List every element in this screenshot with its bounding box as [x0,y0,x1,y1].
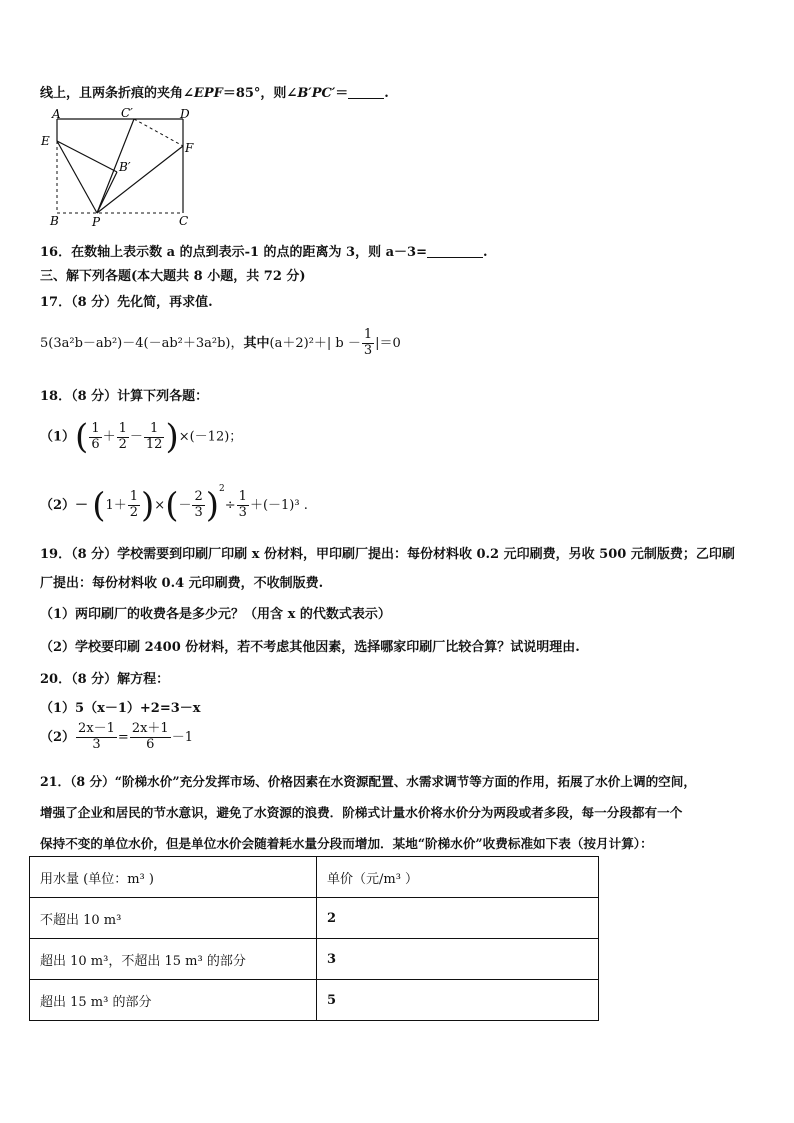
label-C-prime: C′ [121,108,133,120]
table-row [30,980,599,1021]
label-E: E [41,134,50,148]
table-row [30,939,599,980]
q19-line1: 19．（8 分）学校需要到印刷厂印刷 x 份材料，甲印刷厂提出：每份材料收 0.2 元印刷费，另收 500 元制版费；乙印刷 [40,547,735,562]
table-cell: 3 [317,939,599,980]
fraction: $\frac{1}{2}$ [129,489,139,520]
q20-title: 20．（8 分）解方程： [40,672,170,687]
fraction: $\frac{1}{3}$ [238,489,247,520]
table-header-cell: 单价（元/m³ ） [317,857,599,898]
folding-figure [36,108,206,230]
q16-line: 16．在数轴上表示数 a 的点到表示-1 的点的距离为 3，则 a－3= . [40,245,488,260]
fraction: $\frac{1}{2}$ [118,420,127,452]
label-D: D [180,108,190,121]
fold-C'F-dashed [134,119,183,146]
label-B-prime: B′ [119,160,131,174]
label-C: C [179,214,189,228]
q17-expression: 5(3a²b－ab²)－4(－ab²＋3a²b)，其中(a＋2)²＋| b － $\frac{1}{3}$ |＝0 [40,327,401,358]
answer-blank[interactable] [348,86,384,99]
q21-line1: 21．（8 分）“阶梯水价”充分发挥市场、价格因素在水资源配置、水需求调节等方面的作用，拓展了水价上调的空间， [40,774,696,789]
q20-part1: （1）5（x－1）+2=3－x [40,701,201,716]
q15-line: 线上，且两条折痕的夹角∠EPF＝85°，则∠B′PC′＝ . [40,86,389,101]
table-header-row [30,857,599,898]
label-F: F [185,141,194,155]
fraction: $\frac{2x+1}{6}$ [131,721,169,752]
fraction: $\frac{1}{3}$ [363,327,373,358]
fraction: $\frac{2x-1}{3}$ [78,721,115,752]
label-P: P [92,215,101,229]
segment-B'P [97,172,117,213]
q19-line2: 厂提出：每份材料收 0.4 元印刷费，不收制版费. [40,576,324,591]
q20-part2: （2） $\frac{2x-1}{3}$ = $\frac{2x+1}{6}$ －1 [40,721,193,752]
table-cell: 超出 10 m³，不超出 15 m³ 的部分 [30,939,317,980]
section-heading: 三、解下列各题(本大题共 8 小题，共 72 分) [40,269,306,284]
fraction: $\frac{1}{6}$ [91,420,100,452]
q18-title: 18．（8 分）计算下列各题： [40,389,209,404]
q19-part1: （1）两印刷厂的收费各是多少元？（用含 x 的代数式表示） [40,607,391,622]
table-row [30,898,599,939]
answer-blank[interactable] [427,245,483,258]
water-price-table [29,856,599,1021]
table-cell: 2 [317,898,599,939]
fraction: $\frac{1}{12}$ [145,420,163,452]
label-B: B [50,214,59,228]
table-cell: 不超出 10 m³ [30,898,317,939]
q21-line3: 保持不变的单位水价，但是单位水价会随着耗水量分段而增加．某地“阶梯水价”收费标准如下表（按月计算）： [40,836,653,851]
label-A: A [52,108,61,121]
q18-part1: （1）( $\frac{1}{6}$ ＋ $\frac{1}{2}$ － $\frac{1}{12}$ )×(－12)； [40,417,243,457]
fraction: $\frac{2}{3}$ [194,489,203,520]
q19-part2: （2）学校要印刷 2400 份材料，若不考虑其他因素，选择哪家印刷厂比较合算？试说明理由. [40,640,580,655]
table-header-cell: 用水量 (单位：m³ ) [30,857,317,898]
q18-part2: （2）－ (1＋ $\frac{1}{2}$ )×(－ $\frac{2}{3}$ )$^2$÷ $\frac{1}{3}$ ＋(－1)³ . [40,484,308,526]
q21-line2: 增强了企业和居民的节水意识，避免了水资源的浪费．阶梯式计量水价将水价分为两段或者多段，每一分段都有一个 [40,805,683,820]
table-cell: 5 [317,980,599,1021]
table-cell: 超出 15 m³ 的部分 [30,980,317,1021]
q17-title: 17．（8 分）先化简，再求值. [40,295,213,310]
